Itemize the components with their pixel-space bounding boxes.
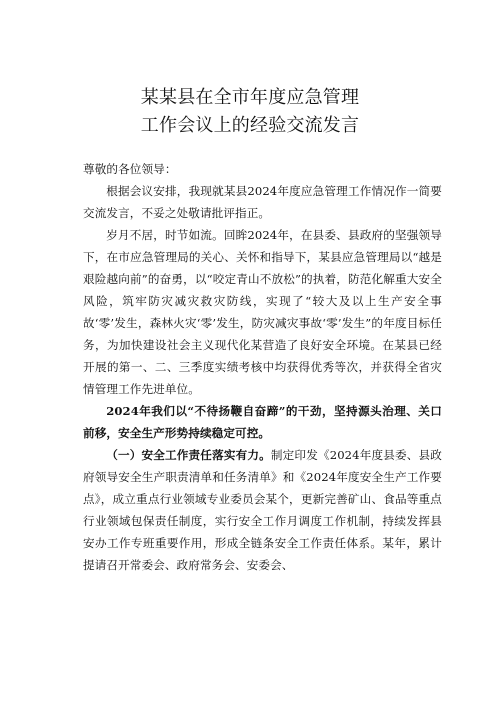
paragraph-1: 根据会议安排，我现就某县2024年度应急管理工作情况作一简要交流发言，不妥之处敬请批评指正。 [83, 184, 442, 220]
salutation: 尊敬的各位领导： [83, 162, 177, 176]
document-title [70, 84, 430, 140]
title-line-2: 工作会议上的经验交流发言 [140, 115, 360, 136]
section-1-heading: （一）安全工作责任落实有力。 [106, 448, 271, 462]
paragraph-3: 2024年我们以“不待扬鞭自奋蹄”的干劲，坚持源头治理、关口前移，安全生产形势持续稳定可控。 [83, 404, 442, 440]
section-1 [83, 444, 442, 576]
document-body [83, 158, 442, 576]
title-line-1: 某某县在全市年度应急管理 [140, 87, 360, 108]
paragraph-2: 岁月不居，时节如流。回眸2024年，在县委、县政府的坚强领导下，在市应急管理局的关心、关怀和指导下，某县应急管理局以“越是艰险越向前”的奋勇，以“咬定青山不放松”的执着，防范化解重大安全风险，筑牢防灾减灾救灾防线，实现了“较大及以上生产安全事故‘零’发生，森林火灾‘零’发生，防灾减灾事故‘零’发生”的年度目标任务，为加快建设社会主义现代化某营造了良好安全环境。在某县已经开展的第一、二、三季度实绩考核中均获得优秀等次，并获得全省灾情管理工作先进单位。 [83, 228, 442, 396]
section-1-text: 制定印发《2024年度县委、县政府领导安全生产职责清单和任务清单》和《2024年度安全生产工作要点》，成立重点行业领域专业委员会某个，更新完善矿山、食品等重点行业领域包保责任制度，实行安全工作月调度工作机制，持续发挥县安办工作专班重要作用，形成全链条安全工作责任体系。某年，累计提请召开常委会、政府常务会、安委会、 [83, 448, 442, 572]
